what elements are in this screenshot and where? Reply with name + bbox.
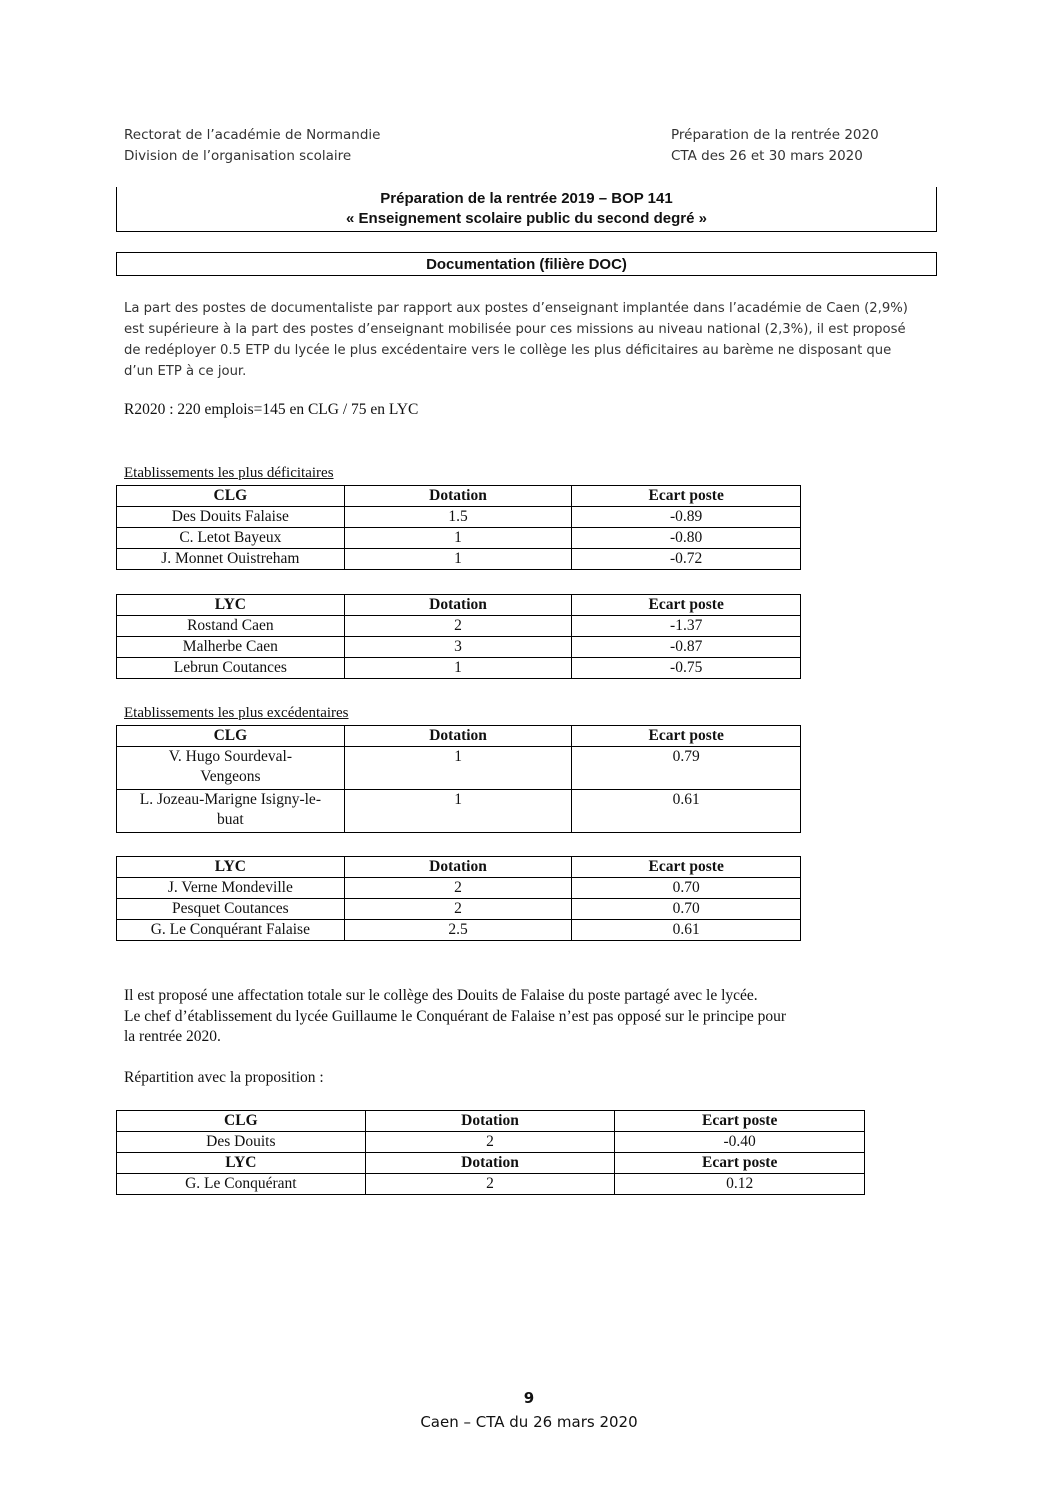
title-line1: Préparation de la rentrée 2019 – BOP 141 <box>380 190 673 207</box>
table-cell: -1.37 <box>572 616 801 637</box>
table-cell: 0.61 <box>572 920 801 941</box>
deficit-clg-table <box>116 485 801 570</box>
r2020-summary: R2020 : 220 emplois=145 en CLG / 75 en LYC <box>124 401 419 418</box>
footer-text: Caen – CTA du 26 mars 2020 <box>420 1413 638 1431</box>
table-cell: -0.75 <box>572 658 801 679</box>
table-row <box>117 528 801 549</box>
table-header-row <box>117 857 801 878</box>
table-cell: -0.72 <box>572 549 801 570</box>
header-right <box>671 125 879 167</box>
table-cell: J. Verne Mondeville <box>117 878 345 899</box>
repartition-table <box>116 1110 865 1195</box>
table-cell: G. Le Conquérant Falaise <box>117 920 345 941</box>
column-header: Dotation <box>344 595 572 616</box>
column-header: Ecart poste <box>615 1153 865 1174</box>
table-header-row <box>117 726 801 747</box>
table-cell: 1.5 <box>344 507 572 528</box>
intro-line: d’un ETP à ce jour. <box>124 364 247 379</box>
table-cell: -0.80 <box>572 528 801 549</box>
column-header: Dotation <box>344 857 572 878</box>
table-row <box>117 899 801 920</box>
table-header-row <box>117 486 801 507</box>
column-header: LYC <box>117 1153 366 1174</box>
table-row <box>117 637 801 658</box>
intro-line: de redéployer 0.5 ETP du lycée le plus excédentaire vers le collège les plus déficitaires au barème ne disposant que <box>124 343 892 358</box>
table-row <box>117 920 801 941</box>
table-cell: -0.87 <box>572 637 801 658</box>
table-cell: 0.79 <box>572 747 801 790</box>
table-row <box>117 747 801 790</box>
excess-caption: Etablissements les plus excédentaires <box>124 705 349 721</box>
header-right-line1: Préparation de la rentrée 2020 <box>671 127 879 143</box>
table-row <box>117 790 801 833</box>
table-header-row <box>117 1153 865 1174</box>
column-header: Dotation <box>344 726 572 747</box>
column-header: CLG <box>117 726 345 747</box>
column-header: Ecart poste <box>572 486 801 507</box>
excess-lyc-table <box>116 856 801 941</box>
title-line2: « Enseignement scolaire public du second degré » <box>346 210 707 227</box>
table-cell: Malherbe Caen <box>117 637 345 658</box>
table-cell: 2 <box>365 1174 615 1195</box>
table-cell: 1 <box>344 528 572 549</box>
table-cell: 1 <box>344 549 572 570</box>
table-header-row <box>117 595 801 616</box>
column-header: Ecart poste <box>572 726 801 747</box>
table-header-row <box>117 1111 865 1132</box>
table-cell: 1 <box>344 658 572 679</box>
table-cell: 2.5 <box>344 920 572 941</box>
table-row <box>117 507 801 528</box>
table-cell: V. Hugo Sourdeval-Vengeons <box>117 747 345 790</box>
table-row <box>117 658 801 679</box>
deficit-lyc-table <box>116 594 801 679</box>
intro-line: La part des postes de documentaliste par rapport aux postes d’enseignant implantée dans l’académie de Caen (2,9%) <box>124 301 908 316</box>
table-cell: Lebrun Coutances <box>117 658 345 679</box>
table-cell: 3 <box>344 637 572 658</box>
column-header: Dotation <box>344 486 572 507</box>
intro-line: est supérieure à la part des postes d’enseignant mobilisée pour ces missions au niveau national (2,3%), il est proposé <box>124 322 906 337</box>
column-header: LYC <box>117 857 345 878</box>
proposal-paragraph <box>124 986 924 1048</box>
table-cell: 1 <box>344 790 572 833</box>
table-row <box>117 1132 865 1153</box>
column-header: CLG <box>117 486 345 507</box>
table-cell: 2 <box>344 899 572 920</box>
column-header: Dotation <box>365 1111 615 1132</box>
table-cell: Des Douits Falaise <box>117 507 345 528</box>
table-cell: 0.12 <box>615 1174 865 1195</box>
table-cell: J. Monnet Ouistreham <box>117 549 345 570</box>
header-left-line2: Division de l’organisation scolaire <box>124 148 352 164</box>
deficit-caption: Etablissements les plus déficitaires <box>124 465 334 481</box>
table-cell: C. Letot Bayeux <box>117 528 345 549</box>
page-number: 9 <box>523 1389 535 1407</box>
column-header: Dotation <box>365 1153 615 1174</box>
proposal-line: Le chef d’établissement du lycée Guillaume le Conquérant de Falaise n’est pas opposé sur le principe pour <box>124 1007 786 1025</box>
table-row <box>117 1174 865 1195</box>
header-right-line2: CTA des 26 et 30 mars 2020 <box>671 148 863 164</box>
column-header: Ecart poste <box>572 857 801 878</box>
table-cell: Rostand Caen <box>117 616 345 637</box>
table-cell: 2 <box>344 878 572 899</box>
table-cell: 2 <box>344 616 572 637</box>
table-cell: Pesquet Coutances <box>117 899 345 920</box>
table-cell: Des Douits <box>117 1132 366 1153</box>
table-row <box>117 549 801 570</box>
title-box <box>116 187 937 232</box>
table-cell: 0.61 <box>572 790 801 833</box>
table-row <box>117 616 801 637</box>
table-cell: 2 <box>365 1132 615 1153</box>
table-cell: G. Le Conquérant <box>117 1174 366 1195</box>
excess-clg-table <box>116 725 801 833</box>
table-cell: 0.70 <box>572 878 801 899</box>
column-header: Ecart poste <box>572 595 801 616</box>
table-cell: 0.70 <box>572 899 801 920</box>
column-header: CLG <box>117 1111 366 1132</box>
table-cell: -0.89 <box>572 507 801 528</box>
header-left-line1: Rectorat de l’académie de Normandie <box>124 127 381 143</box>
table-cell: -0.40 <box>615 1132 865 1153</box>
repartition-label: Répartition avec la proposition : <box>124 1069 324 1086</box>
proposal-line: Il est proposé une affectation totale sur le collège des Douits de Falaise du poste partagé avec le lycée. <box>124 987 758 1004</box>
proposal-line: la rentrée 2020. <box>124 1028 221 1045</box>
header-left <box>124 125 380 167</box>
table-row <box>117 878 801 899</box>
table-cell: 1 <box>344 747 572 790</box>
column-header: LYC <box>117 595 345 616</box>
table-cell: L. Jozeau-Marigne Isigny-le-buat <box>117 790 345 833</box>
column-header: Ecart poste <box>615 1111 865 1132</box>
section-title: Documentation (filière DOC) <box>116 252 937 276</box>
intro-paragraph <box>124 298 944 382</box>
